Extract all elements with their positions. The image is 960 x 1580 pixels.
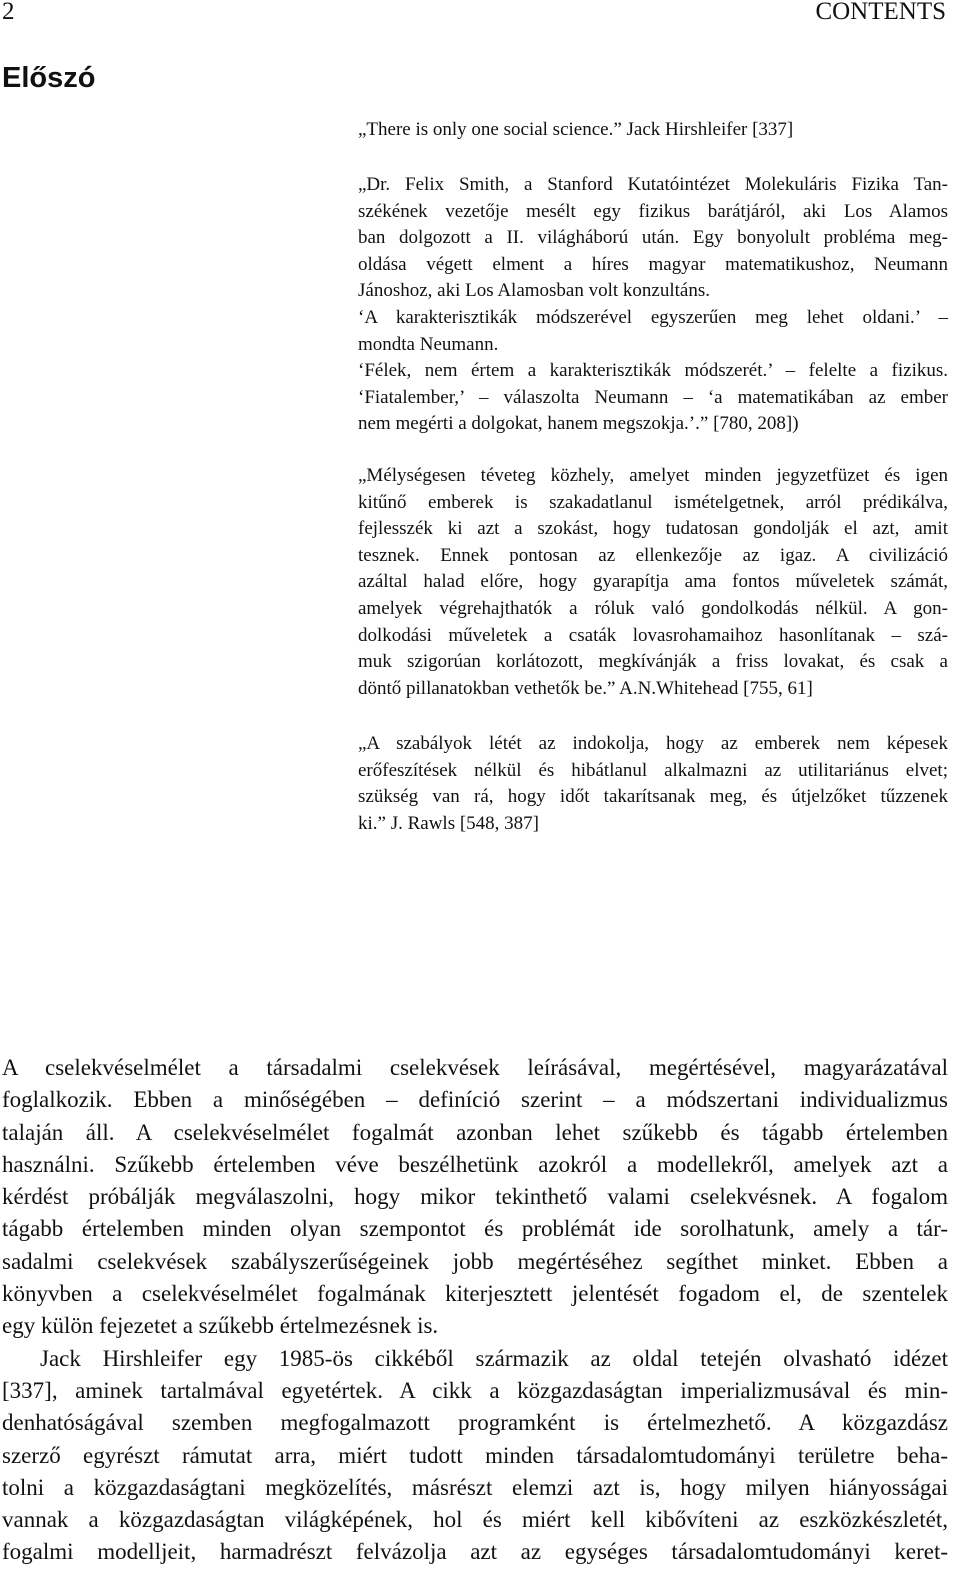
text-line: tágabb értelemben minden olyan szempontot és problémát ide sorolhatunk, amely a tár- [2,1216,948,1242]
text-line: tolni a közgazdaságtani megközelítés, másrészt elemzi azt is, hogy milyen hiányosságai [2,1474,948,1500]
epigraph-line: „Mélységesen téveteg közhely, amelyet minden jegyzetfüzet és igen [358,465,948,486]
epigraph-line: tesznek. Ennek pontosan az ellenkezője az igaz. A civilizáció [358,544,948,566]
epigraph-line: ki.” J. Rawls [548, 387] [358,812,540,834]
page-number: 2 [2,0,15,25]
chapter-title: Előszó [2,62,96,94]
text-line: A cselekvéselmélet a társadalmi cselekvések leírásával, megértésével, magyarázatával [2,1055,948,1080]
text-line: [337], aminek tartalmával egyetértek. A cikk a közgazdaságtan imperializmusával és min- [2,1377,948,1403]
epigraph-line: nem megérti a dolgokat, hanem megszokja.’.” [780, 208]) [358,413,799,435]
epigraph-line: oldása végett elment a híres magyar matematikushoz, Neumann [358,253,948,275]
text-line: denhatóságával szemben megfogalmazott programként is értelmezhető. A közgazdász [2,1410,948,1436]
epigraph-line: ban dolgozott a II. világháború után. Egy bonyolult probléma meg- [358,227,948,249]
epigraph-whitehead [358,463,948,702]
epigraph-line: fejlesszék ki azt a szokást, hogy tudatosan gondolják el azt, amit [358,518,948,540]
text-line: talaján áll. A cselekvéselmélet fogalmát azonban lehet szűkebb és tágabb értelemben [2,1119,948,1145]
text-line: foglalkozik. Ebben a minőségében – definíció szerint – a módszertani individualizmus [2,1087,948,1113]
text-line: sadalmi cselekvések szabályszerűségeinek jobb megértéséhez segíthet minket. Ebben a [2,1248,948,1274]
body-text [2,1052,948,1569]
text-line: Jack Hirshleifer egy 1985-ös cikkéből származik az oldal tetején olvasható idézet [40,1345,948,1371]
epigraph-line: ‘Félek, nem értem a karakterisztikák módszerét.’ – felelte a fizikus. [358,360,948,382]
text-line: vannak a közgazdaságtan világképének, hol és miért kell kibővíteni az eszközkészletét, [2,1507,948,1533]
text-line: fogalmi modelljeit, harmadrészt felvázolja azt az egységes társadalomtudományi keret- [2,1539,948,1565]
epigraph-line: székének vezetője mesélt egy fizikus barátjáról, aki Los Alamos [358,200,948,222]
paragraph [2,1052,948,1343]
epigraph-neumann-anecdote [358,172,948,438]
epigraph-line: „Dr. Felix Smith, a Stanford Kutatóintézet Molekuláris Fizika Tan- [358,174,948,195]
text-line: könyvben a cselekvéselmélet fogalmának kiterjesztett jelentését fogadom el, de szentelek [2,1281,948,1307]
running-head: CONTENTS [815,0,946,25]
text-line: használni. Szűkebb értelemben véve beszélhetünk azokról a modellekről, amelyek azt a [2,1151,948,1177]
epigraph-line: amelyek végrehajthatók a róluk való gondolkodás nélkül. A gon- [358,597,948,619]
epigraph-line: dolkodási műveletek a csaták lovasrohamaihoz hasonlítanak – szá- [358,624,948,646]
epigraph-line: „There is only one social science.” Jack Hirshleifer [337] [358,119,794,140]
epigraph-line: „A szabályok létét az indokolja, hogy az emberek nem képesek [358,733,948,754]
epigraph-line: ‘A karakterisztikák módszerével egyszerűen meg lehet oldani.’ – [358,306,948,328]
epigraph-line: Jánoshoz, aki Los Alamosban volt konzultáns. [358,280,710,302]
epigraph-line: szükség van rá, hogy időt takarítsanak meg, és útjelzőket tűzzenek [358,786,948,808]
epigraph-rawls [358,731,948,837]
text-line: egy külön fejezetet a szűkebb értelmezésnek is. [2,1313,439,1339]
epigraph-line: döntő pillanatokban vethetők be.” A.N.Whitehead [755, 61] [358,677,813,699]
paragraph [2,1343,948,1569]
epigraph-line: ‘Fiatalember,’ – válaszolta Neumann – ‘a matematikában az ember [358,386,948,408]
epigraph-hirshleifer [358,117,948,144]
epigraph-line: mondta Neumann. [358,333,499,355]
epigraph-line: erőfeszítések nélkül és hibátlanul alkalmazni az utilitariánus elvet; [358,759,948,781]
epigraph-line: kitűnő emberek is szakadatlanul ismételgetnek, arról prédikálva, [358,491,948,513]
text-line: szerző egyrészt rámutat arra, miért tudott minden társadalomtudományi területre beha- [2,1442,948,1468]
page-header [0,0,946,30]
text-line: kérdést próbálják megválaszolni, hogy mikor tekinthető valami cselekvésnek. A fogalom [2,1184,948,1210]
epigraph-line: azáltal halad előre, hogy gyarapítja ama fontos műveletek számát, [358,571,948,593]
epigraph-line: muk szigorúan korlátozott, megkívánják a friss lovakat, és csak a [358,651,948,673]
